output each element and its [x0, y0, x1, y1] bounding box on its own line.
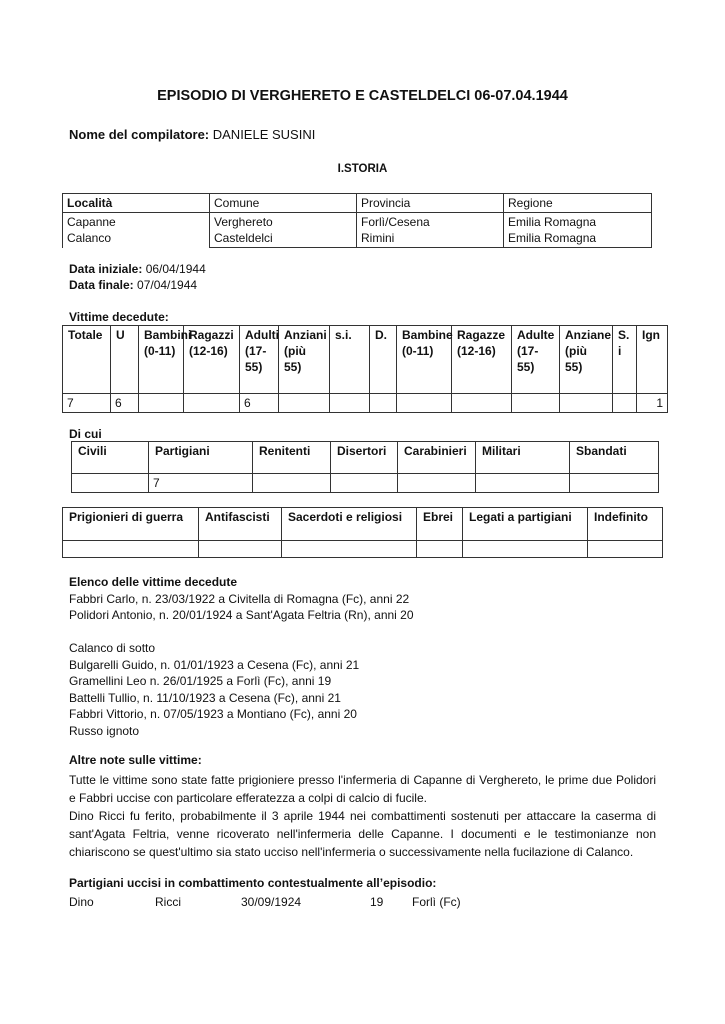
header-cell: Anziane (più 55)	[560, 326, 613, 394]
partisan-first-name: Dino	[69, 895, 94, 909]
victims-list-heading: Elenco delle vittime decedute	[69, 575, 238, 589]
header-cell: S. i	[613, 326, 637, 394]
header-cell: Militari	[476, 442, 570, 474]
header-cell: Indefinito	[588, 508, 663, 541]
end-date-value: 07/04/1944	[133, 278, 198, 292]
header-cell: Ebrei	[417, 508, 463, 541]
victims-table	[62, 325, 668, 413]
list-item: Battelli Tullio, n. 11/10/1923 a Cesena (Fc), anni 21	[69, 690, 341, 705]
table-cell	[279, 394, 330, 413]
table-cell	[184, 394, 240, 413]
table-cell: 6	[111, 394, 139, 413]
list-item: Russo ignoto	[69, 723, 140, 738]
table-header-row	[72, 442, 659, 474]
list-item: Bulgarelli Guido, n. 01/01/1923 a Cesena (Fc), anni 21	[69, 657, 360, 672]
cell-line: Emilia Romagna	[508, 231, 597, 245]
header-cell: Partigiani	[149, 442, 253, 474]
header-cell: U	[111, 326, 139, 394]
table-header-row	[63, 194, 652, 213]
header-cell: Carabinieri	[398, 442, 476, 474]
notes-paragraph: Dino Ricci fu ferito, probabilmente il 3 aprile 1944 nei combattimenti sostenuti per attaccare la caserma di sant'Agata Feltria, venne ricoverato nell'infermeria delle Capanne. I documenti e le testimonianze non chiariscono se quest'ultimo sia stato ucciso nell'infermeria o successivamente nella fucilazione di Calanco.	[69, 809, 656, 859]
table-cell: 1	[637, 394, 668, 413]
list-item: Fabbri Vittorio, n. 07/05/1923 a Montiano (Fc), anni 20	[69, 707, 357, 721]
di-cui-label: Di cui	[69, 427, 102, 441]
table-cell	[210, 213, 357, 248]
table-cell	[63, 541, 199, 558]
header-cell: Bambini (0-11)	[139, 326, 184, 394]
cell-line: Casteldelci	[214, 231, 273, 245]
start-date-line	[69, 261, 206, 277]
header-cell: Comune	[210, 194, 357, 213]
header-cell: Totale	[63, 326, 111, 394]
cell-line: Capanne	[67, 215, 116, 229]
page-title: EPISODIO DI VERGHERETO E CASTELDELCI 06-07.04.1944	[157, 88, 568, 104]
compiler-line	[69, 127, 315, 142]
notes-paragraph: Tutte le vittime sono state fatte prigioniere presso l'infermeria di Capanne di Verghereto, le prime due Polidori e Fabbri uccise con particolare efferatezza a colpi di calcio di fucile.	[69, 773, 656, 805]
table-cell	[370, 394, 397, 413]
table-cell	[512, 394, 560, 413]
cell-line: Emilia Romagna	[508, 215, 597, 229]
cell-line: Forlì/Cesena	[361, 215, 430, 229]
start-date-label: Data iniziale:	[69, 262, 143, 276]
group-title: Calanco di sotto	[69, 641, 156, 655]
table-cell	[417, 541, 463, 558]
partisan-birth-date: 30/09/1924	[241, 895, 302, 909]
locations-table	[62, 193, 652, 248]
table-cell	[253, 474, 331, 493]
header-cell: Sacerdoti e religiosi	[282, 508, 417, 541]
partisan-last-name: Ricci	[155, 895, 181, 909]
victims-table-label: Vittime decedute:	[69, 310, 169, 324]
list-item: Polidori Antonio, n. 20/01/1924 a Sant'Agata Feltria (Rn), anni 20	[69, 608, 414, 622]
table-cell	[613, 394, 637, 413]
table-cell	[452, 394, 512, 413]
compiler-label: Nome del compilatore:	[69, 127, 210, 142]
end-date-line	[69, 277, 197, 293]
table-cell	[463, 541, 588, 558]
compiler-value: DANIELE SUSINI	[209, 127, 316, 142]
di-cui-table	[71, 441, 659, 493]
table-cell	[63, 213, 210, 248]
victims-list	[69, 574, 414, 739]
header-cell: Antifascisti	[199, 508, 282, 541]
table-cell	[504, 213, 652, 248]
table-cell	[560, 394, 613, 413]
partisans-heading: Partigiani uccisi in combattimento contestualmente all’episodio:	[69, 876, 437, 890]
section-title: I.STORIA	[337, 163, 388, 175]
cell-line: Rimini	[361, 231, 395, 245]
header-cell: s.i.	[330, 326, 370, 394]
header-cell: Disertori	[331, 442, 398, 474]
header-cell: Località	[63, 194, 210, 213]
table-header-row	[63, 508, 663, 541]
start-date-value: 06/04/1944	[142, 262, 206, 276]
notes-section	[69, 751, 656, 861]
end-date-label: Data finale:	[69, 278, 134, 292]
table-cell	[588, 541, 663, 558]
header-cell: Ign	[637, 326, 668, 394]
table-cell: 7	[149, 474, 253, 493]
table-cell: 7	[63, 394, 111, 413]
table-row	[63, 213, 652, 248]
table-cell	[199, 541, 282, 558]
spacer	[69, 624, 414, 641]
table-cell	[330, 394, 370, 413]
header-cell: Civili	[72, 442, 149, 474]
table-row	[63, 541, 663, 558]
header-cell: Regione	[504, 194, 652, 213]
table-cell	[476, 474, 570, 493]
header-cell: Prigionieri di guerra	[63, 508, 199, 541]
table-cell	[398, 474, 476, 493]
header-cell: Provincia	[357, 194, 504, 213]
cell-line: Calanco	[67, 231, 112, 245]
header-cell: Sbandati	[570, 442, 659, 474]
table-cell	[397, 394, 452, 413]
header-cell: Legati a partigiani	[463, 508, 588, 541]
header-cell: D.	[370, 326, 397, 394]
partisan-age: 19	[370, 895, 384, 909]
header-cell: Adulte (17-55)	[512, 326, 560, 394]
table-cell	[357, 213, 504, 248]
header-cell: Adulti (17-55)	[240, 326, 279, 394]
prisoners-table	[62, 507, 663, 558]
notes-heading: Altre note sulle vittime:	[69, 753, 202, 767]
table-cell	[139, 394, 184, 413]
cell-line: Verghereto	[214, 215, 273, 229]
table-cell	[331, 474, 398, 493]
header-cell: Renitenti	[253, 442, 331, 474]
header-cell: Bambine (0-11)	[397, 326, 452, 394]
partisan-birthplace: Forlì (Fc)	[412, 895, 461, 909]
header-cell: Anziani (più 55)	[279, 326, 330, 394]
table-cell	[72, 474, 149, 493]
table-header-row	[63, 326, 668, 394]
table-row	[72, 474, 659, 493]
table-cell	[570, 474, 659, 493]
header-cell: Ragazzi (12-16)	[184, 326, 240, 394]
header-cell: Ragazze (12-16)	[452, 326, 512, 394]
table-cell: 6	[240, 394, 279, 413]
table-cell	[282, 541, 417, 558]
list-item: Gramellini Leo n. 26/01/1925 a Forlì (Fc), anni 19	[69, 674, 332, 688]
list-item: Fabbri Carlo, n. 23/03/1922 a Civitella di Romagna (Fc), anni 22	[69, 591, 410, 606]
table-row	[63, 394, 668, 413]
